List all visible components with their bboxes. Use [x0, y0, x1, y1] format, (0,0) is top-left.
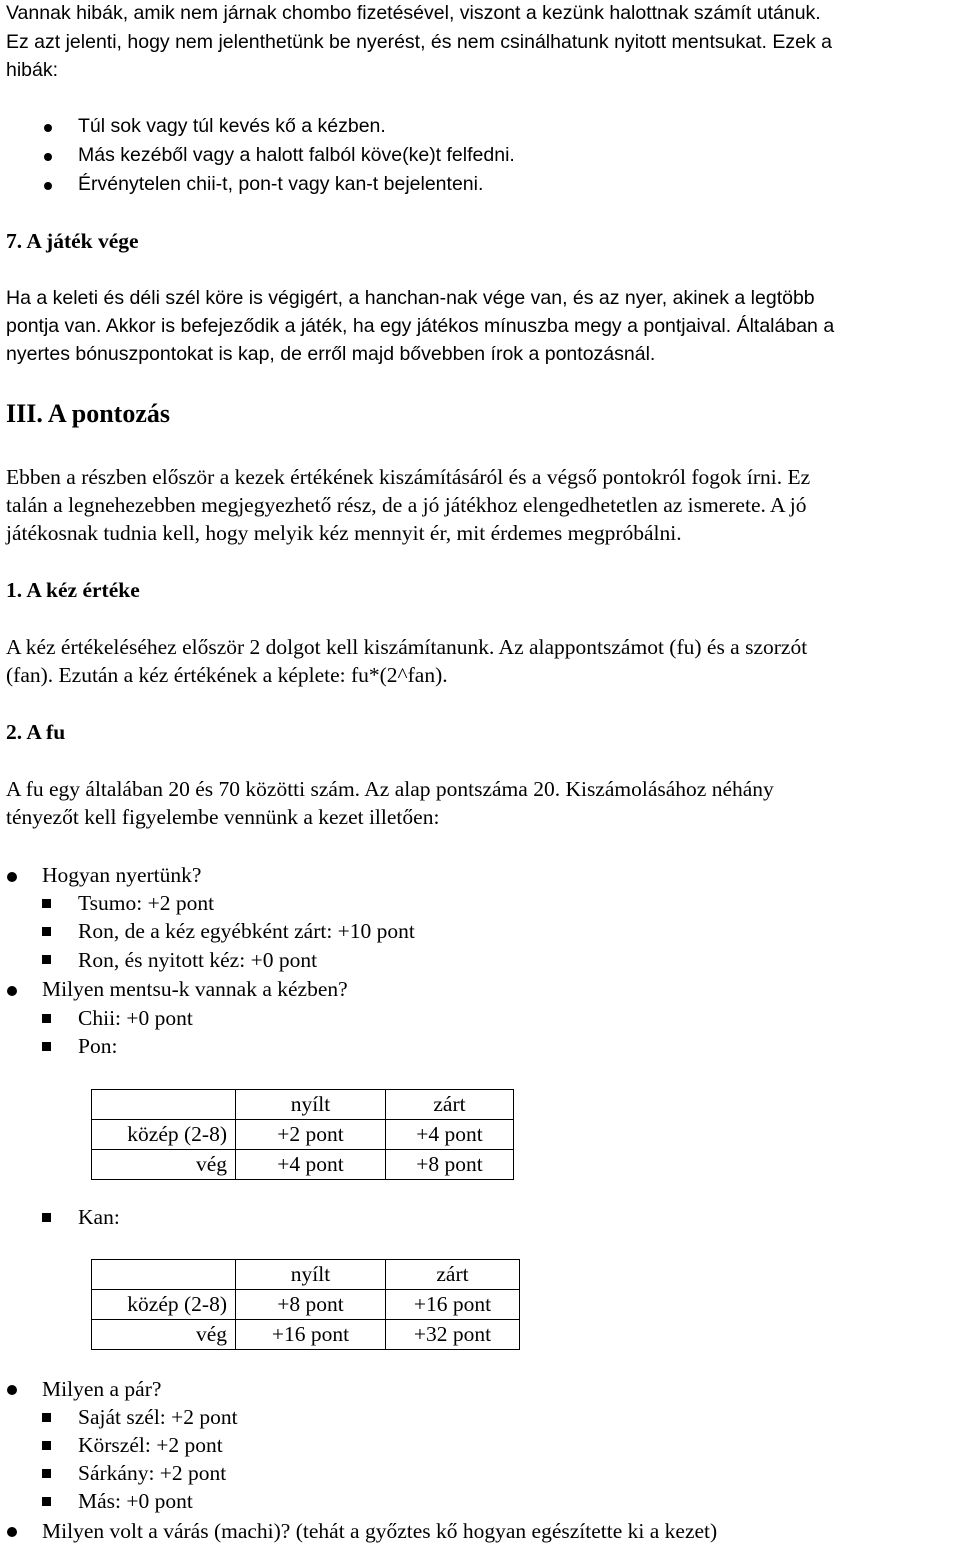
pon-points-table: [91, 1089, 514, 1180]
kan-points-table: [91, 1259, 520, 1350]
bullet-dot: [7, 1385, 17, 1395]
table-cell: [92, 1090, 236, 1120]
list-item-kan: Kan:: [78, 1205, 120, 1229]
list-item-own-wind: Saját szél: +2 pont: [78, 1405, 238, 1429]
bullet-dot: [44, 124, 52, 132]
intro-line-3: hibák:: [6, 59, 59, 81]
square-bullet: [42, 927, 51, 936]
intro-line-2: Ez azt jelenti, hogy nem jelenthetünk be nyerést, és nem csinálhatunk nyitott mentsukat. Ezek a: [6, 31, 832, 53]
part-3-heading: III. A pontozás: [6, 399, 170, 428]
intro-bullet-1: Túl sok vagy túl kevés kő a kézben.: [78, 115, 386, 137]
list-item-ron-open: Ron, és nyitott kéz: +0 pont: [78, 948, 318, 972]
list-item-round-wind: Körszél: +2 pont: [78, 1433, 223, 1457]
square-bullet: [42, 1014, 51, 1023]
part-3-line-3: játékosnak tudnia kell, hogy melyik kéz mennyit ér, mit érdemes megpróbálni.: [6, 521, 682, 545]
section-7-line-1: Ha a keleti és déli szél köre is végigért, a hanchan-nak vége van, és az nyer, akinek a legtöbb: [6, 287, 815, 309]
list-item-tsumo: Tsumo: +2 pont: [78, 891, 215, 915]
section-2-line-1: A fu egy általában 20 és 70 közötti szám. Az alap pontszáma 20. Kiszámolásához néhány: [6, 777, 774, 801]
intro-line-1: Vannak hibák, amik nem járnak chombo fizetésével, viszont a kezünk halottnak számít utánuk.: [6, 2, 821, 24]
table-header-closed: zárt: [386, 1090, 514, 1120]
table-cell: közép (2-8): [92, 1120, 236, 1150]
table-cell: +32 pont: [386, 1320, 520, 1350]
section-1-line-2: (fan). Ezután a kéz értékének a képlete: fu*(2^fan).: [6, 663, 448, 687]
table-cell: +4 pont: [236, 1150, 386, 1180]
question-how-won: Hogyan nyertünk?: [42, 863, 202, 887]
table-cell: vég: [92, 1320, 236, 1350]
list-item-pon: Pon:: [78, 1034, 118, 1058]
table-cell: +16 pont: [386, 1290, 520, 1320]
table-header-closed: zárt: [386, 1260, 520, 1290]
section-2-heading: 2. A fu: [6, 720, 66, 744]
list-item-ron-closed: Ron, de a kéz egyébként zárt: +10 pont: [78, 919, 415, 943]
square-bullet: [42, 955, 51, 964]
square-bullet: [42, 1213, 51, 1222]
table-header-open: nyílt: [236, 1090, 386, 1120]
table-header-open: nyílt: [236, 1260, 386, 1290]
section-1-heading: 1. A kéz értéke: [6, 578, 140, 602]
bullet-dot: [44, 153, 52, 161]
list-item-chii: Chii: +0 pont: [78, 1006, 193, 1030]
section-7-heading: 7. A játék vége: [6, 229, 139, 253]
section-1-line-1: A kéz értékeléséhez először 2 dolgot kell kiszámítanunk. Az alappontszámot (fu) és a szorzót: [6, 635, 808, 659]
square-bullet: [42, 1497, 51, 1506]
part-3-line-1: Ebben a részben először a kezek értékének kiszámításáról és a végső pontokról fogok írni. Ez: [6, 465, 811, 489]
intro-bullet-2: Más kezéből vagy a halott falból köve(ke)t felfedni.: [78, 144, 515, 166]
list-item-dragon: Sárkány: +2 pont: [78, 1461, 227, 1485]
square-bullet: [42, 899, 51, 908]
bullet-dot: [7, 986, 17, 996]
question-wait: Milyen volt a várás (machi)? (tehát a győztes kő hogyan egészítette ki a kezet): [42, 1519, 718, 1543]
intro-bullet-3: Érvénytelen chii-t, pon-t vagy kan-t bejelenteni.: [78, 173, 484, 195]
square-bullet: [42, 1042, 51, 1051]
question-mentsu: Milyen mentsu-k vannak a kézben?: [42, 977, 348, 1001]
square-bullet: [42, 1413, 51, 1422]
table-cell: +4 pont: [386, 1120, 514, 1150]
table-cell: +8 pont: [236, 1290, 386, 1320]
part-3-line-2: talán a legnehezebben megjegyezhető rész, de a jó játékhoz elengedhetetlen az ismerete. A jó: [6, 493, 807, 517]
square-bullet: [42, 1469, 51, 1478]
question-pair: Milyen a pár?: [42, 1377, 162, 1401]
table-row: [92, 1290, 520, 1320]
table-row: [92, 1150, 514, 1180]
table-cell: vég: [92, 1150, 236, 1180]
table-header-row: [92, 1090, 514, 1120]
table-cell: +16 pont: [236, 1320, 386, 1350]
table-cell: +2 pont: [236, 1120, 386, 1150]
table-header-row: [92, 1260, 520, 1290]
bullet-dot: [7, 1527, 17, 1537]
table-cell: közép (2-8): [92, 1290, 236, 1320]
table-row: [92, 1320, 520, 1350]
square-bullet: [42, 1441, 51, 1450]
bullet-dot: [44, 182, 52, 190]
section-7-line-2: pontja van. Akkor is befejeződik a játék, ha egy játékos mínuszba megy a pontjaival. Általában a: [6, 315, 835, 337]
bullet-dot: [7, 872, 17, 882]
table-cell: [92, 1260, 236, 1290]
table-cell: +8 pont: [386, 1150, 514, 1180]
section-2-line-2: tényezőt kell figyelembe vennünk a kezet illetően:: [6, 805, 440, 829]
section-7-line-3: nyertes bónuszpontokat is kap, de erről majd bővebben írok a pontozásnál.: [6, 343, 656, 365]
table-row: [92, 1120, 514, 1150]
list-item-other: Más: +0 pont: [78, 1489, 193, 1513]
